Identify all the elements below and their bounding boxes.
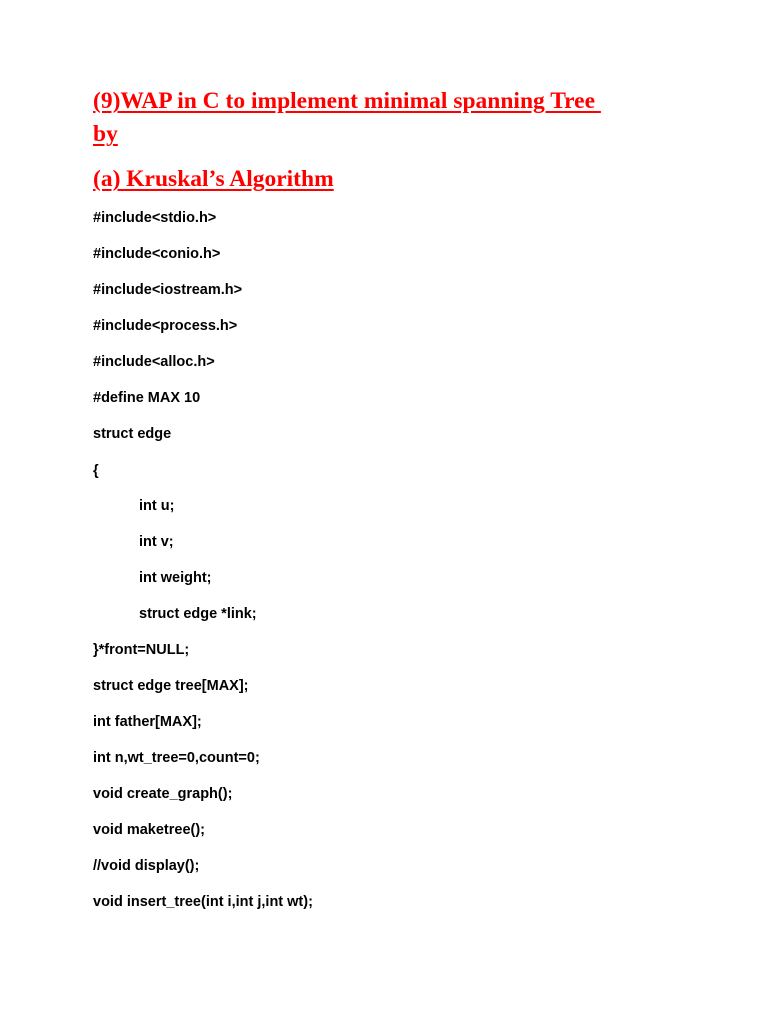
code-line-globals: int n,wt_tree=0,count=0; (93, 750, 260, 766)
heading-line-1: (9)WAP in C to implement minimal spanning Tree (93, 88, 601, 114)
code-line-close-brace: }*front=NULL; (93, 642, 190, 658)
code-line-create-graph: void create_graph(); (93, 786, 233, 802)
code-line-struct-edge: struct edge (93, 426, 172, 442)
code-line-include-process: #include<process.h> (93, 318, 238, 334)
code-line-tree-array: struct edge tree[MAX]; (93, 678, 249, 694)
heading-line-3: (a) Kruskal’s Algorithm (93, 166, 334, 192)
code-line-define-max: #define MAX 10 (93, 390, 201, 406)
code-line-field-u: int u; (139, 498, 175, 514)
code-line-father-array: int father[MAX]; (93, 714, 202, 730)
code-line-field-v: int v; (139, 534, 174, 550)
code-line-field-weight: int weight; (139, 570, 212, 586)
code-line-display-comment: //void display(); (93, 858, 200, 874)
code-line-include-alloc: #include<alloc.h> (93, 354, 215, 370)
code-line-include-stdio: #include<stdio.h> (93, 210, 217, 226)
code-line-maketree: void maketree(); (93, 822, 206, 838)
code-line-include-conio: #include<conio.h> (93, 246, 221, 262)
heading-line-2: by (93, 121, 118, 147)
code-line-include-iostream: #include<iostream.h> (93, 282, 243, 298)
code-line-insert-tree: void insert_tree(int i,int j,int wt); (93, 894, 313, 910)
code-line-open-brace: { (93, 463, 99, 479)
code-line-field-link: struct edge *link; (139, 606, 257, 622)
